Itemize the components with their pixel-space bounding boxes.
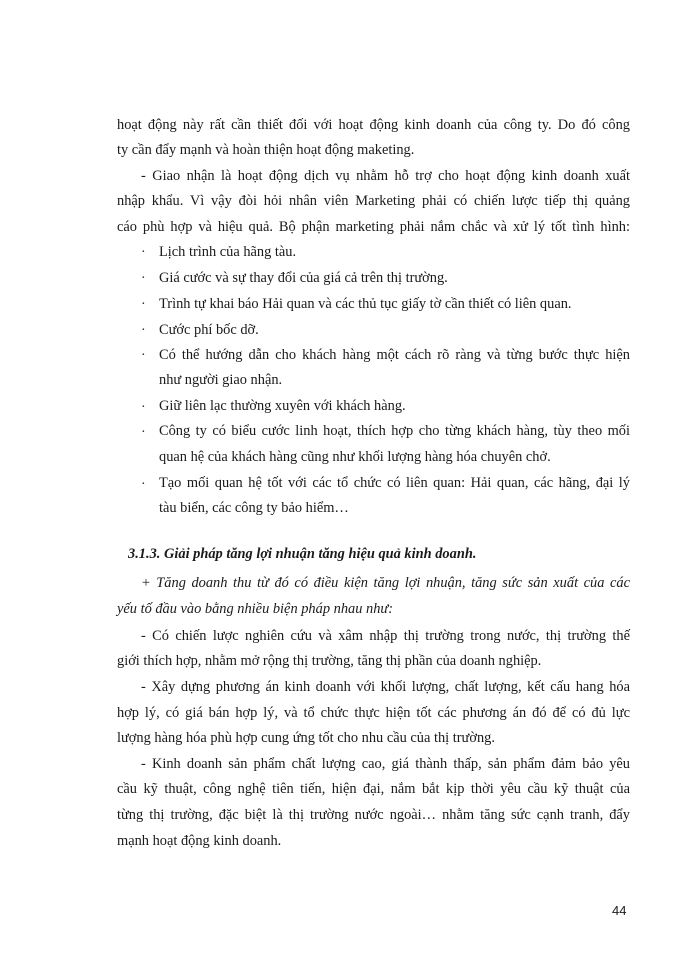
paragraph-line: - Giao nhận là hoạt động dịch vụ nhằm hỗ trợ cho hoạt động kinh doanh xuất [141,168,630,184]
list-item: Lịch trình của hãng tàu. [159,244,297,260]
bullet-icon: · [141,271,146,286]
bullet-icon: · [141,323,146,338]
list-item: Công ty có biểu cước linh hoạt, thích hợp cho từng khách hàng, tùy theo mối [159,423,630,439]
paragraph-line: nhập khẩu. Vì vậy đòi hỏi nhân viên Marketing phải có chiến lược tiếp thị quảng [117,193,630,209]
list-item: Có thể hướng dẫn cho khách hàng một cách rõ ràng và từng bước thực hiện [159,347,630,363]
paragraph-line: lượng hàng hóa phù hợp cung ứng tốt cho nhu cầu của thị trường. [117,730,495,746]
list-item: Giá cước và sự thay đổi của giá cả trên thị trường. [159,270,448,286]
bullet-icon: · [141,348,146,363]
italic-paragraph-line: yếu tố đầu vào bằng nhiều biện pháp nhau như: [117,601,394,617]
paragraph-line: hợp lý, có giá bán hợp lý, và tổ chức thực hiện tốt các phương án đó để có đủ lực [117,705,630,721]
paragraph-line: cầu kỹ thuật, công nghệ tiên tiến, hiện đại, nắm bắt kịp thời yêu cầu kỹ thuật của [117,781,630,797]
list-item: Tạo mối quan hệ tốt với các tổ chức có liên quan: Hải quan, các hãng, đại lý [159,475,630,491]
section-heading: 3.1.3. Giải pháp tăng lợi nhuận tăng hiệu quả kinh doanh. [128,546,477,562]
paragraph-line: cáo phù hợp và hiệu quả. Bộ phận marketing phải nắm chắc và xử lý tốt tình hình: [117,219,630,235]
intro-line: hoạt động này rất cần thiết đối với hoạt động kinh doanh của công ty. Do đó công [117,117,630,133]
bullet-icon: · [141,245,146,260]
list-item-continuation: tàu biển, các công ty bảo hiểm… [159,500,349,516]
list-item: Trình tự khai báo Hải quan và các thủ tục giấy tờ cần thiết có liên quan. [159,296,572,312]
list-item: Giữ liên lạc thường xuyên với khách hàng. [159,398,406,414]
italic-paragraph-line: + Tăng doanh thu từ đó có điều kiện tăng lợi nhuận, tăng sức sản xuất của các [141,575,630,591]
bullet-icon: · [141,477,146,492]
paragraph-line: - Xây dựng phương án kinh doanh với khối lượng, chất lượng, kết cấu hang hóa [141,679,630,695]
list-item-continuation: quan hệ của khách hàng cũng như khối lượng hàng hóa chuyên chở. [159,449,551,465]
list-item-continuation: như người giao nhận. [159,372,283,388]
bullet-icon: · [141,425,146,440]
list-item: Cước phí bốc dỡ. [159,322,259,338]
bullet-icon: · [141,297,146,312]
page-number: 44 [612,903,627,918]
intro-line: ty cần đẩy mạnh và hoàn thiện hoạt động maketing. [117,142,415,158]
paragraph-line: - Có chiến lược nghiên cứu và xâm nhập thị trường trong nước, thị trường thế [141,628,630,644]
bullet-icon: · [141,400,146,415]
paragraph-line: từng thị trường, đặc biệt là thị trường nước ngoài… nhằm tăng sức cạnh tranh, đẩy [117,807,630,823]
paragraph-line: giới thích hợp, nhằm mở rộng thị trường, tăng thị phần của doanh nghiệp. [117,653,542,669]
paragraph-line: mạnh hoạt động kinh doanh. [117,833,282,849]
paragraph-line: - Kinh doanh sản phẩm chất lượng cao, giá thành thấp, sản phẩm đảm bảo yêu [141,756,630,772]
